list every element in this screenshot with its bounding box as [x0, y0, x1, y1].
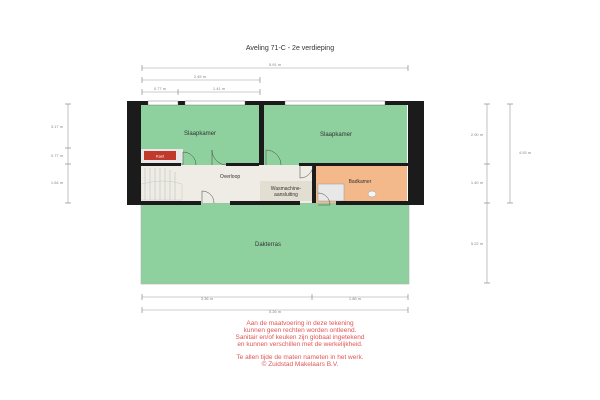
toilet [368, 191, 376, 197]
disclaimer [150, 320, 450, 368]
dim-right-inner-1: 2.90 m [470, 132, 484, 137]
disclaimer-line: © Zuidstad Makelaars B.V. [261, 361, 339, 368]
laundry-label-line2: aansluiting [274, 192, 298, 198]
right-dimensions [471, 104, 532, 283]
dim-right-inner-2: 1.40 m [470, 180, 484, 185]
laundry-label-line1: Wasmachine- [270, 186, 302, 192]
roof-terrace-label: Dakterras [254, 242, 282, 248]
dim-left-3: 1.64 m [50, 180, 64, 185]
bathtub [318, 184, 344, 201]
plan-title: Aveling 71-C - 2e verdieping [245, 45, 335, 52]
bottom-dimensions [142, 294, 408, 314]
bedroom-right-label: Slaapkamer [319, 132, 353, 138]
bedroom-left-label: Slaapkamer [183, 131, 217, 137]
dim-top-small: 0.77 m [153, 86, 167, 91]
disclaimer-line: Sanitair en/of keuken zijn globaal ingetekend [235, 334, 365, 341]
top-dimensions [142, 62, 408, 95]
disclaimer-line: kunnen geen rechten worden ontleend. [243, 327, 357, 334]
landing-label: Overloop [219, 174, 241, 180]
disclaimer-line: en kunnen verschillen met de werkelijkheid. [237, 341, 363, 348]
dim-right-outer: 4.93 m [518, 150, 532, 155]
dim-bottom-left: 3.36 m [200, 296, 214, 301]
disclaimer-line: Aan de maatvoering in deze tekening [246, 320, 354, 327]
left-dimensions [51, 104, 71, 203]
dim-bottom-total: 5.26 m [268, 309, 282, 314]
dim-top-left: 2.45 m [193, 74, 207, 79]
dim-right-inner-3: 5.22 m [470, 241, 484, 246]
disclaimer-line: Te allen tijde de maten nameten in het werk. [236, 354, 364, 361]
storage-label: Kast [155, 153, 165, 159]
dim-left-2: 0.77 m [50, 153, 64, 158]
dim-bottom-right: 1.86 m [348, 296, 362, 301]
dim-top-total: 5.91 m [268, 62, 282, 67]
bathroom-label: Badkamer [348, 179, 372, 185]
dim-top-mid: 1.41 m [212, 86, 226, 91]
dim-left-1: 3.17 m [50, 124, 64, 129]
